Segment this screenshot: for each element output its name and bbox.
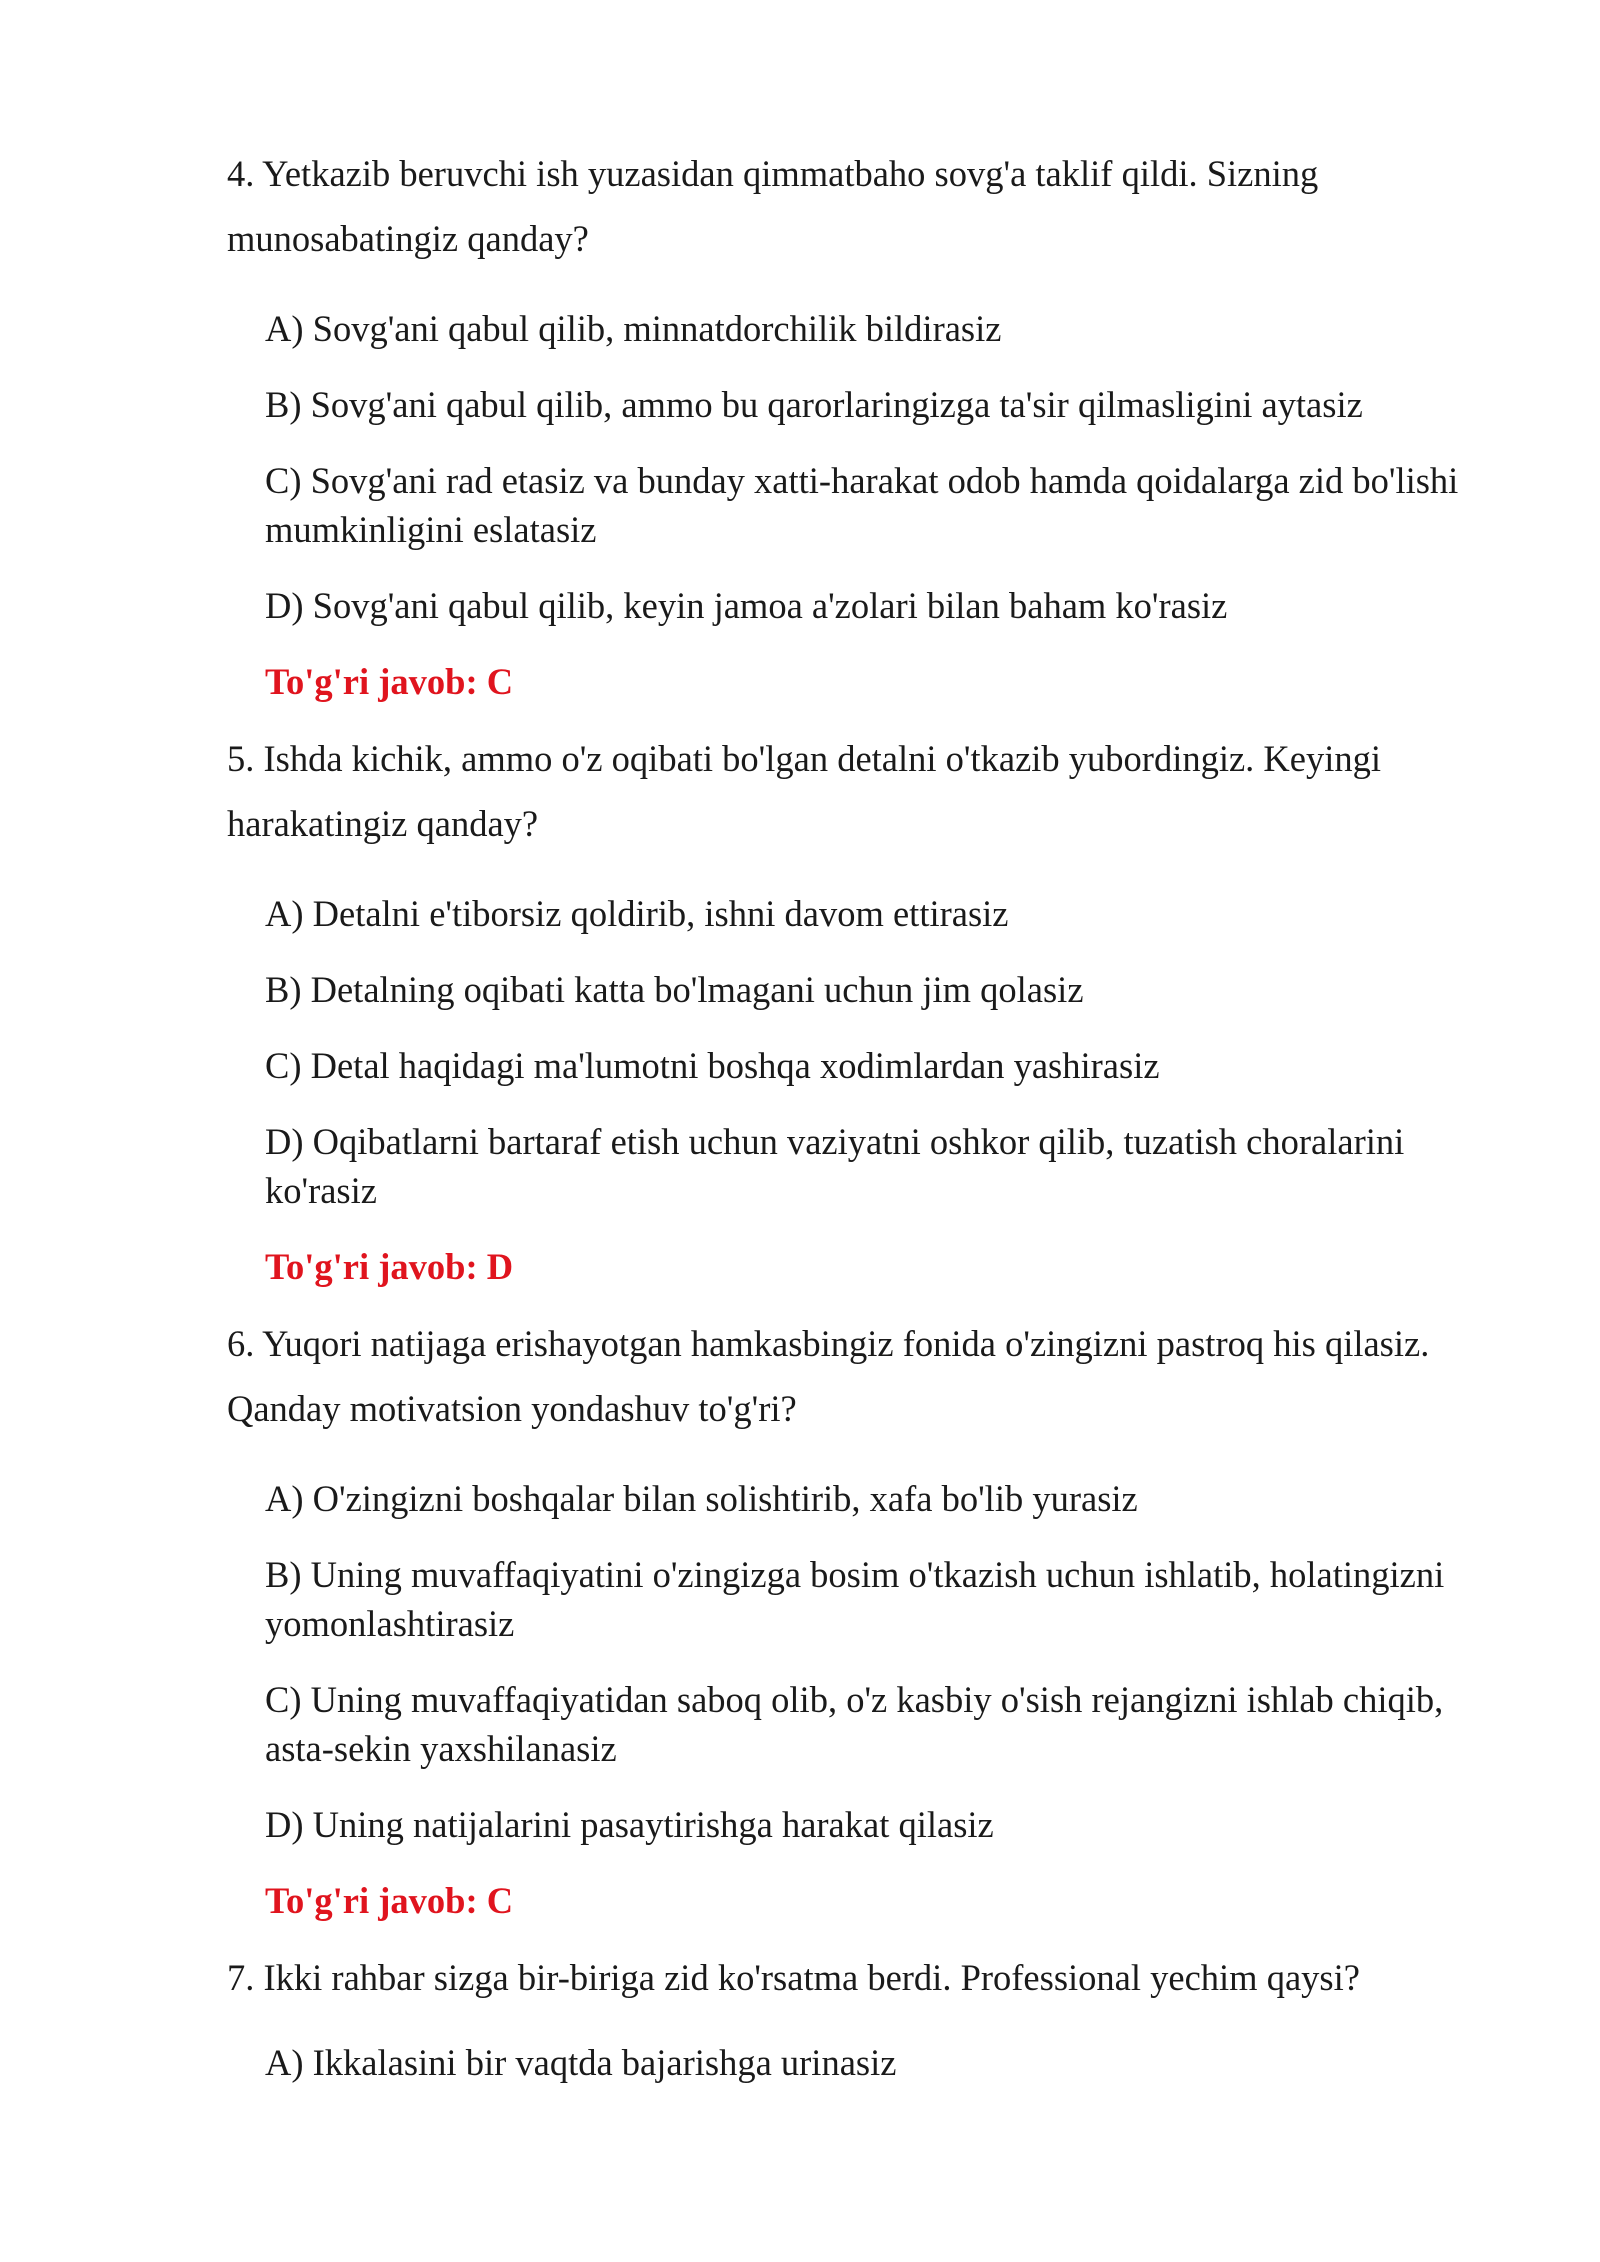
question-4-option-c: C) Sovg'ani rad etasiz va bunday xatti-harakat odob hamda qoidalarga zid bo'lishi mumkinligini eslatasiz [265, 460, 1459, 550]
question-5: 5. Ishda kichik, ammo o'z oqibati bo'lgan detalni o'tkazib yubordingiz. Keyingi harakatingiz qanday? [227, 738, 1382, 844]
question-6: 6. Yuqori natijaga erishayotgan hamkasbingiz fonida o'zingizni pastroq his qilasiz. Qanday motivatsion yondashuv to'g'ri? [227, 1323, 1430, 1429]
question-5-option-b: B) Detalning oqibati katta bo'lmagani uchun jim qolasiz [265, 969, 1084, 1010]
question-6-option-d: D) Uning natijalarini pasaytirishga harakat qilasiz [265, 1804, 994, 1845]
question-7: 7. Ikki rahbar sizga bir-biriga zid ko'rsatma berdi. Professional yechim qaysi? [227, 1957, 1360, 1998]
question-4-option-d: D) Sovg'ani qabul qilib, keyin jamoa a'zolari bilan baham ko'rasiz [265, 585, 1228, 626]
question-5-option-a: A) Detalni e'tiborsiz qoldirib, ishni davom ettirasiz [265, 893, 1009, 934]
question-4: 4. Yetkazib beruvchi ish yuzasidan qimmatbaho sovg'a taklif qildi. Sizning munosabatingiz qanday? [227, 153, 1319, 259]
question-6-answer: To'g'ri javob: C [265, 1880, 514, 1921]
question-4-option-b: B) Sovg'ani qabul qilib, ammo bu qarorlaringizga ta'sir qilmasligini aytasiz [265, 384, 1363, 425]
question-6-option-a: A) O'zingizni boshqalar bilan solishtirib, xafa bo'lib yurasiz [265, 1478, 1138, 1519]
question-4-option-a: A) Sovg'ani qabul qilib, minnatdorchilik bildirasiz [265, 308, 1002, 349]
question-5-option-c: C) Detal haqidagi ma'lumotni boshqa xodimlardan yashirasiz [265, 1045, 1160, 1086]
question-4-answer: To'g'ri javob: C [265, 661, 514, 702]
question-7-option-a: A) Ikkalasini bir vaqtda bajarishga urinasiz [265, 2042, 897, 2083]
question-5-answer: To'g'ri javob: D [265, 1246, 514, 1287]
question-6-option-b: B) Uning muvaffaqiyatini o'zingizga bosim o'tkazish uchun ishlatib, holatingizni yomonlashtirasiz [265, 1554, 1445, 1644]
question-5-option-d: D) Oqibatlarni bartaraf etish uchun vaziyatni oshkor qilib, tuzatish choralarini ko'rasiz [265, 1121, 1405, 1211]
question-6-option-c: C) Uning muvaffaqiyatidan saboq olib, o'z kasbiy o'sish rejangizni ishlab chiqib, asta-sekin yaxshilanasiz [265, 1679, 1444, 1769]
